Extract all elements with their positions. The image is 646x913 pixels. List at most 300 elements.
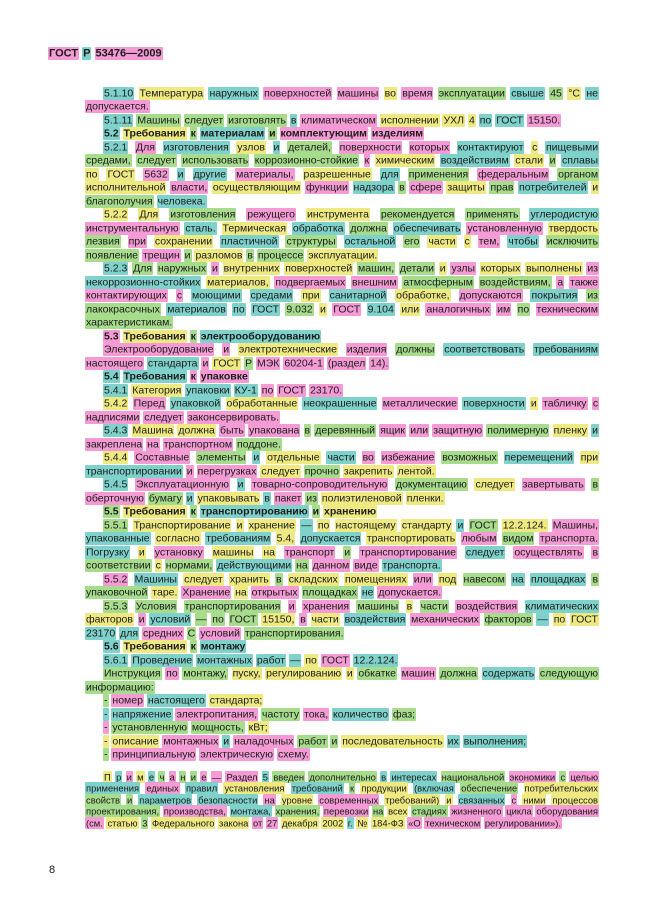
text-word: узлы [451,262,476,275]
text-word: ящик [380,424,406,437]
text-word: монтажу [200,640,246,653]
text-word: 53476—2009 [95,47,162,59]
text-word: по [517,303,530,315]
text-word: требованиям [533,343,599,356]
text-word: следует [184,114,224,126]
text-word: пластичной [220,235,278,248]
text-word: Требования [123,330,186,342]
text-word: КУ-1 [234,384,257,396]
text-word: проектирования, [86,805,160,817]
text-word: машины [337,87,379,99]
text-word: 5.1.11 [104,114,133,126]
text-word: воздействиям [440,154,509,167]
text-word: 5.2 [104,127,119,140]
text-word: разрешенные [303,168,371,180]
text-word: количество [333,708,389,720]
text-word: параметров [139,794,192,806]
text-word: структуры [286,235,336,248]
text-word: следует [465,546,505,558]
text-word: — [537,613,548,626]
text-word: во [362,451,374,464]
text-word: следует [261,465,300,477]
text-word: появление [86,249,139,261]
text-word: факторов [484,613,532,626]
text-word: и [269,127,276,140]
text-word: Электрооборудование [104,343,214,356]
text-word: стадиях [412,805,447,817]
text-word: правил [185,782,218,794]
text-word: 5.4.3 [104,424,128,437]
text-word: 12.2.124. [353,654,398,666]
text-word: на [512,573,524,585]
text-word: в [304,424,311,437]
text-word: по [261,384,274,396]
text-word: отдельные [267,451,320,464]
text-word: электротехнические [238,343,337,356]
text-word: современных [319,794,379,806]
text-word: настоящего [86,357,143,369]
text-word: и [127,794,133,806]
text-word: факторов [86,613,133,626]
list-item [85,722,599,736]
text-word: к [190,127,196,140]
text-word: 45 [550,87,562,99]
text-word: и [223,735,230,747]
text-word: — [211,771,222,782]
paragraph [85,654,599,668]
note-paragraph [85,771,599,829]
text-word: Условия [135,600,177,612]
text-word: химическим [375,154,435,167]
text-word: 5632 [144,168,168,180]
text-word: и [186,465,193,477]
text-word: и [530,397,537,410]
text-word: по [479,114,492,126]
text-word: тем, [478,235,500,248]
text-word: подвергаемых [275,276,346,288]
text-word: в [381,771,387,782]
text-word: 5.2.3 [104,262,128,275]
text-word: при [128,235,146,248]
text-word: 5.5.2 [104,573,128,585]
text-word: воздействия [456,600,518,612]
text-word: климатических [525,600,599,612]
text-word: требований [291,782,343,794]
text-word: Погрузку [86,546,129,558]
text-word: с [176,289,183,302]
text-word: следует [144,411,183,423]
text-word: воздействия [344,613,406,626]
text-word: и [190,771,196,782]
text-word: 15150. [528,114,561,126]
paragraph [85,87,599,114]
text-word: средами, [86,154,131,167]
paragraph [85,114,599,128]
text-word: инструмента [306,208,369,221]
text-word: (включая [414,782,454,794]
text-word: содержать [482,667,535,680]
text-word: Перед [133,397,165,410]
text-word: не [361,586,374,599]
text-word: товарно-сопроводительную [252,478,388,491]
text-word: органом [558,168,599,180]
text-word: и [549,154,556,167]
text-word: применения [86,782,140,794]
text-word: техническом [425,817,481,829]
text-word: в [399,181,405,194]
text-word: информацию: [86,681,154,693]
text-word: исполнительной [86,181,166,194]
text-word: е [148,771,155,782]
text-word: им [497,303,511,315]
text-word: Требования [123,370,186,383]
text-word: допускается [300,532,361,545]
text-word: обработка [292,222,344,234]
text-word: статью [107,817,138,829]
text-word: Категория [132,384,182,396]
text-word: электрическую [200,748,274,761]
page-number: 8 [49,864,56,876]
text-word: комплектующим [280,127,367,140]
text-word: и [186,492,193,504]
text-word: а [169,771,175,782]
text-word: время [402,87,433,99]
text-word: чтобы [508,235,538,248]
text-word: а [557,276,564,288]
text-word: упакованные [86,532,150,545]
text-word: С [187,627,196,639]
text-word: характеристикам. [86,316,173,329]
text-word: целью [570,771,599,782]
text-word: напряжение [112,708,172,720]
text-word: 2002 [322,817,344,829]
text-word: площадках [530,573,586,585]
text-word: табличку [543,397,587,410]
text-word: лакокрасочных [86,303,160,315]
text-word: и [592,181,599,194]
text-word: транспорта. [382,559,441,572]
text-word: последовательность [342,735,443,747]
text-word: обкатке [358,667,396,680]
text-word: свыше [511,87,544,99]
text-word: Термическая [222,222,287,234]
text-word: принципиальную [112,748,196,761]
text-word: и [253,451,260,464]
text-word: допускается. [86,100,149,113]
text-word: закона [219,817,249,829]
text-word: детали [399,262,435,275]
document-body [85,87,599,829]
text-word: 3 [142,817,148,829]
text-word: и [237,478,244,491]
text-word: УХЛ [443,114,465,126]
text-word: видом [502,532,534,545]
list-item [85,735,599,749]
text-word: должны [396,343,435,356]
text-word: обеспечение [461,782,518,794]
text-word: монтажа, [230,805,271,817]
text-word: монтажу, [183,667,227,680]
text-word: полиэтиленовой [321,492,402,504]
text-word: 5.4 [104,370,119,383]
text-word: разломов [195,249,243,261]
text-word: механических [411,613,479,626]
text-word: ч [159,771,165,782]
text-word: Проведение [132,654,193,666]
text-word: контактирующих [86,289,167,302]
text-word: условий [150,613,191,626]
text-word: площадках [302,586,357,599]
text-word: — [301,519,312,531]
text-word: быть [220,424,244,437]
text-word: 5.5.3 [104,600,128,612]
text-word: твердость [548,222,598,234]
text-word: транспорта. [539,532,599,545]
text-word: и [344,546,351,558]
text-word: техническим [536,303,598,315]
text-word: Для [133,262,153,275]
text-word: изделиям [371,127,424,140]
text-word: стандарту [401,519,452,531]
text-word: благополучия [86,195,153,207]
text-word: упаковке [200,370,248,383]
text-word: эксплуатации. [308,249,378,261]
text-word: неокрашенные [303,397,377,410]
text-word: монтажных [196,654,252,666]
text-word: для [380,168,399,180]
text-word: - [104,735,108,747]
text-word: по [317,519,330,531]
text-word: ГОСТ [107,168,135,180]
text-word: следующую [539,667,598,680]
text-word: Температура [139,87,204,99]
text-word: остальной [344,235,396,248]
text-word: завертывать [522,478,584,491]
text-word: ГОСТ [229,613,257,626]
text-word: средних [143,627,183,639]
text-word: надзора [353,181,394,194]
text-word: применения [408,168,469,180]
text-word: части [327,451,355,464]
text-word: Инструкция [104,667,161,680]
text-word: на [296,559,308,572]
text-word: настоящего [147,694,205,707]
text-word: Требования [123,640,186,653]
text-word: деревянный [315,424,376,437]
text-word: и [273,141,280,153]
text-word: в [300,613,306,626]
text-word: соответствии [86,559,151,572]
text-word: деталей, [288,141,331,153]
text-word: потребителей [519,181,587,194]
text-word: ГОСТ [496,114,524,126]
text-word: любым [461,532,497,545]
text-word: покрытия [531,289,578,302]
text-word: Составные [135,451,190,464]
text-word: в [592,478,599,491]
text-word: во [384,87,396,99]
text-word: их [447,735,459,747]
text-word: воздействиям, [479,276,551,288]
list-item [85,749,599,763]
text-word: 5.2.1 [104,141,128,153]
paragraph [85,384,599,398]
text-word: транспортирования. [244,627,344,639]
text-word: с [464,235,470,248]
text-word: и [223,343,230,356]
text-word: транспортном [163,438,233,450]
text-word: прочно [304,465,339,477]
text-word: производства, [163,805,226,817]
text-word: на [263,546,275,558]
text-word: с [592,397,599,410]
text-word: упаковкой [170,397,221,410]
text-word: исполнении [380,114,439,126]
text-word: надписями [86,411,140,423]
text-word: при [580,451,599,464]
text-word: при [302,289,320,302]
text-word: 23170 [86,627,116,639]
paragraph [85,398,599,425]
text-word: Требования [123,505,186,518]
text-word: с [511,794,517,806]
text-word: которых [409,141,450,153]
text-word: 12.2.124. [502,519,547,531]
section-heading [85,128,599,142]
text-word: применять [466,208,519,221]
text-word: закреплена [86,438,143,450]
text-word: машины [212,546,254,558]
text-word: 5.5.1 [104,519,128,531]
text-word: стали [515,154,544,167]
text-word: регулировании»). [484,817,561,829]
text-word: эксплуатации [438,87,505,99]
text-word: перегрузках [197,465,257,477]
text-word: материалов, [207,276,269,288]
text-word: стандарта; [209,694,263,707]
text-word: дополнительно [309,771,376,782]
text-word: внешним [352,276,397,288]
text-word: — [289,654,301,666]
text-word: пленки. [406,492,444,504]
paragraph [85,344,599,371]
text-word: перевозки [323,805,369,817]
text-word: на [235,586,247,599]
paragraph [85,141,599,209]
paragraph [85,452,599,479]
text-word: нормами, [165,559,213,572]
text-word: узлов [237,141,265,153]
text-word: транспортировать [366,532,456,545]
text-word: должна [178,424,215,437]
text-word: безопасности [198,794,258,806]
text-word: 27 [266,817,278,829]
text-word: всех [388,805,408,817]
text-word: кВт; [248,721,268,734]
text-word: пуску, [232,667,261,680]
text-word: машин [401,667,435,680]
text-word: материалов [167,303,226,315]
text-word: защитную [433,424,483,437]
text-word: на [147,438,159,450]
text-word: Эксплуатационную [135,478,230,491]
text-word: в [406,600,413,612]
text-word: обеспечивать [393,222,461,234]
text-word: процессе [257,249,304,261]
text-word: аналогичных [426,303,490,315]
paragraph [85,600,599,641]
text-word: другие [193,168,227,180]
text-word: ГОСТ [321,654,349,666]
text-word: потребительских [524,782,598,794]
text-word: Федерального [152,817,215,829]
text-word: допускается. [378,586,442,599]
text-word: трещин [142,249,180,261]
text-word: 14). [370,357,389,369]
text-word: и [138,613,145,626]
text-word: прав [490,181,514,194]
text-word: углеродистую [530,208,599,221]
text-word: продукции [361,782,407,794]
text-word: следует [184,573,223,585]
text-word: работ [298,735,327,747]
text-word: инструментальную [86,222,179,234]
text-word: р [116,771,122,782]
text-word: номер [112,694,143,707]
text-word: соответствовать [444,343,525,356]
text-word: интересах [391,771,437,782]
text-word: для [120,627,139,639]
text-word: по [553,613,566,626]
text-word: установления [224,782,285,794]
text-word: требованиям [206,532,271,545]
text-word: по [166,667,178,680]
list-item [85,708,599,722]
text-word: избежание [381,451,435,464]
text-word: которых [480,262,521,275]
text-word: изготовления [170,208,236,221]
text-word: 5 [262,771,268,782]
text-word: Хранение [182,586,231,599]
text-word: федеральным [478,168,549,180]
text-word: сплавы [561,154,598,167]
text-word: м [137,771,144,782]
text-word: внутренних [223,262,280,275]
text-word: изделия [346,343,387,356]
text-word: ГОСТ [252,303,279,315]
text-word: «О [408,817,421,829]
text-word: 60204-1 [284,357,323,369]
text-word: г. [347,817,353,829]
text-word: хранение [248,519,295,531]
text-word: Машины, [552,519,599,531]
text-word: данном [312,559,350,572]
text-word: декабря [281,817,318,829]
text-word: средами [250,289,293,302]
text-word: и [331,735,338,747]
text-word: функции [305,181,348,194]
text-word: МЭК [257,357,280,369]
text-word: экономики [509,771,556,782]
text-word: требований) [385,794,440,806]
text-word: на [372,805,384,817]
text-word: складских [288,573,338,585]
text-word: тока, [304,708,329,720]
text-word: металлические [382,397,457,410]
text-word: материалы, [236,168,294,180]
text-word: атмосферным [403,276,473,288]
text-word: 5.4.1 [104,384,128,396]
